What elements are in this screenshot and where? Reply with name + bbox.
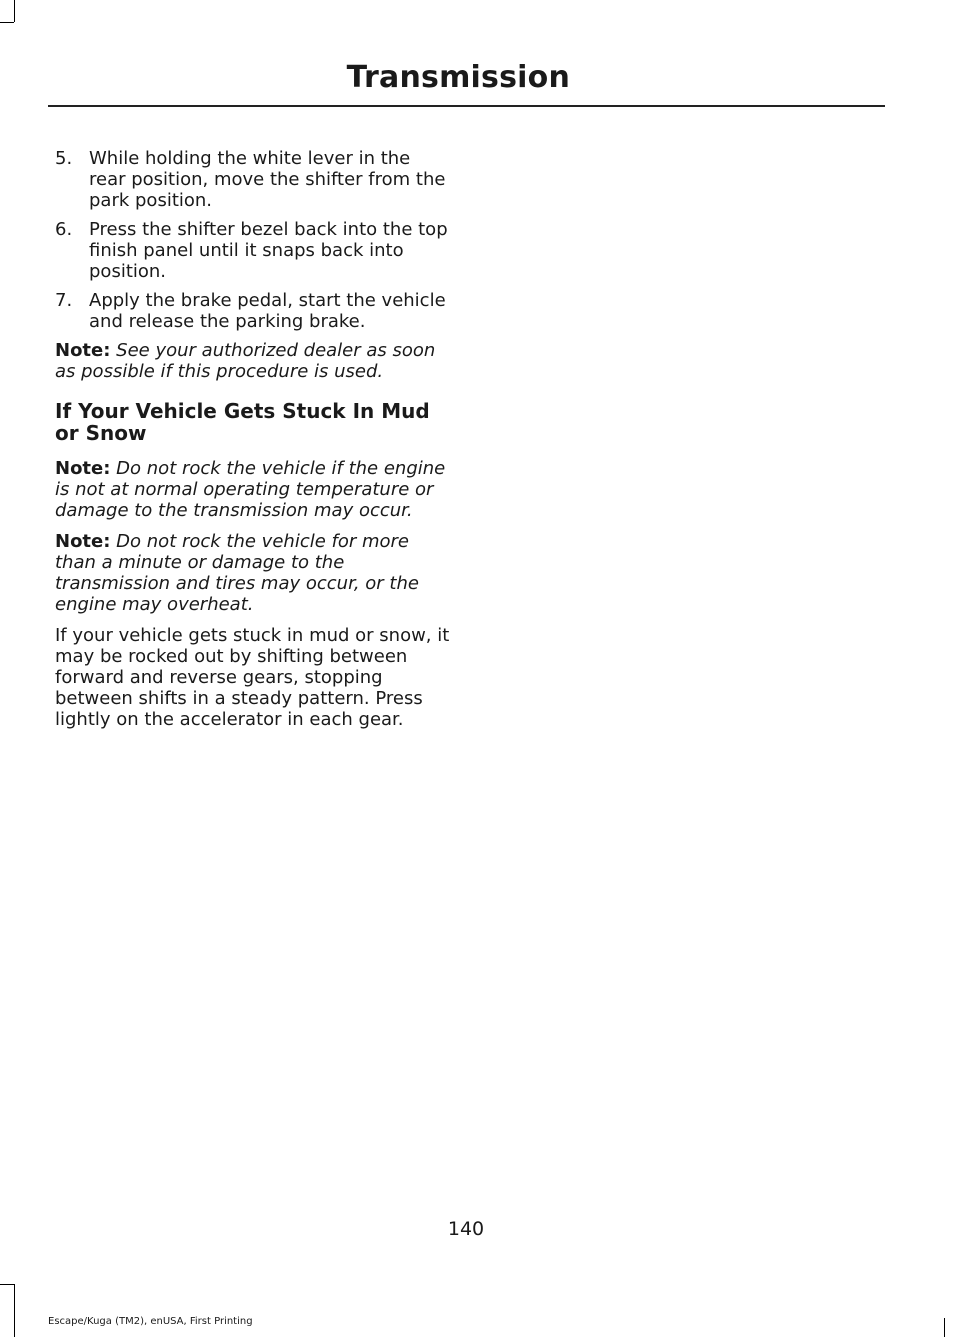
body-paragraph: If your vehicle gets stuck in mud or snow, it may be rocked out by shifting between forward and reverse gears, stopping between shifts in a steady pattern. Press lightly on the accelerator in each gear.: [55, 625, 450, 730]
step-number: 7.: [55, 290, 73, 311]
page-number: 140: [447, 1218, 485, 1240]
note-label: Note:: [55, 458, 111, 479]
step-number: 5.: [55, 148, 73, 169]
step-text: Apply the brake pedal, start the vehicle and release the parking brake.: [89, 290, 446, 332]
note-label: Note:: [55, 531, 111, 552]
note-text: Do not rock the vehicle if the engine is not at normal operating temperature or damage to the transmission may occur.: [55, 458, 446, 521]
step-item: [55, 148, 450, 211]
note-dealer: [55, 340, 450, 382]
section-title: Transmission: [346, 60, 570, 95]
section-heading: If Your Vehicle Gets Stuck In Mud or Snow: [55, 399, 430, 445]
step-number: 6.: [55, 219, 73, 240]
note-text: Do not rock the vehicle for more than a minute or damage to the transmission and tires may occur, or the engine may overheat.: [55, 531, 419, 615]
main-column: [55, 148, 450, 730]
note-label: Note:: [55, 340, 111, 361]
step-text: Press the shifter bezel back into the top finish panel until it snaps back into position.: [89, 219, 448, 282]
procedure-steps: [55, 148, 450, 332]
crop-mark-top-left-v: [14, 0, 15, 22]
note-rocking-duration: [55, 531, 450, 615]
footer-print-info: Escape/Kuga (TM2), enUSA, First Printing: [48, 1316, 253, 1327]
step-item: [55, 219, 450, 282]
crop-mark-bottom-left-v: [14, 1284, 15, 1337]
note-engine-temperature: [55, 458, 450, 521]
step-item: [55, 290, 450, 332]
header-divider: [48, 105, 885, 107]
note-text: See your authorized dealer as soon as possible if this procedure is used.: [55, 340, 436, 382]
step-text: While holding the white lever in the rear position, move the shifter from the park position.: [89, 148, 446, 211]
crop-mark-bottom-right-v: [944, 1318, 945, 1337]
crop-mark-top-left-h: [0, 22, 14, 23]
crop-mark-bottom-left-h: [0, 1284, 14, 1285]
